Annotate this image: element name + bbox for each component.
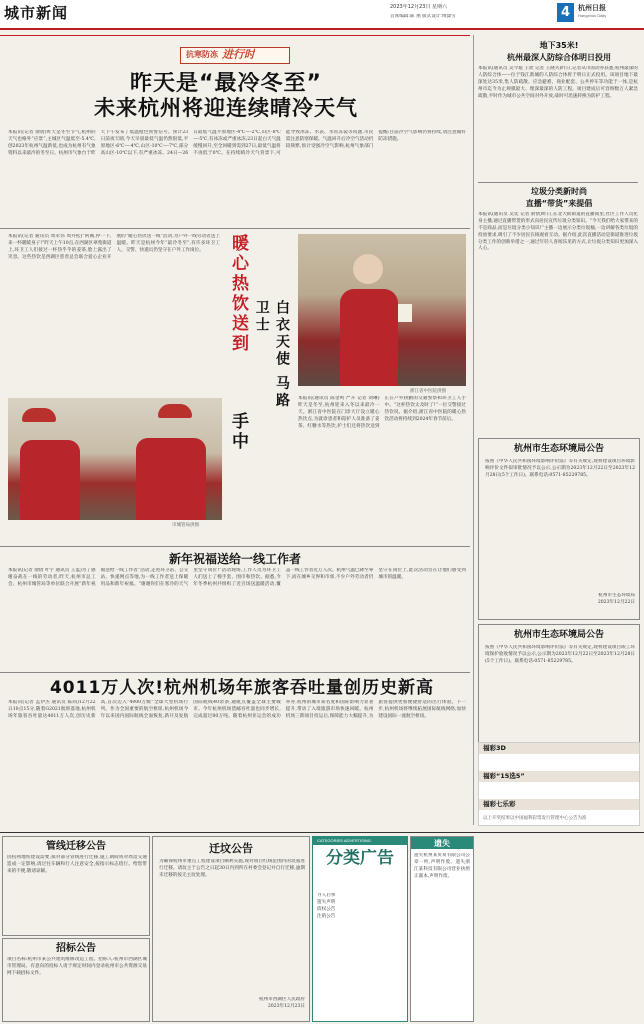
hat-icon [158, 404, 192, 418]
tender-notice [2, 938, 150, 1022]
rule [0, 228, 470, 229]
lost-body: 遗失杭州某贸易有限公司公章一枚,声明作废。遗失浙江某科技有限公司营业执照正副本,声明作废。 [414, 853, 470, 879]
workers-photo [8, 398, 222, 520]
section-title: 城市新闻 [4, 4, 69, 22]
welfare-body: 本报讯(记者 俞倩 叶宇 通讯员 王蓝)为了感谢奋战在一线的劳动者,昨天,杭州市总工会、杭州市城管局等单位联合开展“新年祝福送给一线工作者”活动,走进环卫站、公交站、快递网点等地,为一线工作者送上保暖用品和新年祝福。“谢谢你们在寒冷的天气里坚守岗位!”活动现场,工作人员为环卫工人们送上了棉手套、围巾和热饮。据悉,今年冬季杭州共组织了近百场送温暖活动,覆盖一线工作者近万人次。杭州气温已降至零下,而在城乡交界和市郊,不少户外劳动者仍坚守在岗位上,此次活动旨在让他们感受到城市的温暖。 [8, 568, 466, 587]
cup-icon [398, 304, 412, 322]
nurse-vest [340, 289, 398, 386]
classified-ads [312, 836, 408, 1022]
photo-caption-left: 市城管局供图 [172, 522, 199, 527]
warm-title-a: 暖心热饮送到 [228, 234, 248, 354]
lead-top-rule [0, 35, 470, 36]
live-headline-b: 直播“带货”来提倡 [525, 199, 593, 208]
column-divider [473, 35, 474, 825]
eco-notice-1-title: 杭州市生态环境局公告 [513, 444, 604, 454]
welfare-headline: 新年祝福送给一线工作者 [168, 552, 301, 566]
lead-body: 本报讯(记者 俞倩)昨天是冬至节气,杭州的天气也格外“应景”,主城区气温低至-5.4℃,创2023年杭州气温新低,也成为杭州有气象资料以来最冷的冬至日。杭州市气象台于昨天下午发布了低温橙色预警信号。预计23日前夜天晴,今天早晨最低气温仍然很低,平原地区-6℃—-4℃,山区-10℃—-7℃,部分高山区-10℃以下,有严重冰冻。24日—26日最低气温平原地区-4℃—-2℃,山区-8℃—-5℃,有冰冻或严重冰冻;23日起白天气温缓慢回升,至全回暖到需到27日,最低气温将不再低于0℃。在持续晴冷天气背景下,可能导致冰冻、水表、水管冻裂等问题,市民需注意防寒保暖。气温回升后冷空气活动仍较频繁,预计受强冷空气影响,杭州气象部门提醒:目前冷空气影响仍将持续,请注意做好防冻措施。 [8, 130, 466, 156]
worker-right [136, 438, 206, 520]
ads-item: 寻人启事 [317, 893, 336, 898]
grave-notice [152, 836, 310, 1022]
topic-tag-b: 进行时 [222, 48, 255, 61]
ads-title: 分类广告 [326, 849, 394, 868]
metro-body: 本报讯(通讯员 吴今迪 王欣 记者 王晓夫)昨日,记者从市国动办获悉,杭州最深的人防综合体——位于钱江新城的人防综合体将于明日正式投用。该项目地下最深处达35米,集人防疏散、应急避难、商业配套、公共停车等功能于一体,是杭州市迄今为止规模最大、埋深最深的人防工程。项目建成后可容纳数万人紧急疏散,平时作为城市公共空间对外开放,战时可迅速转换为防护工程。 [478, 66, 638, 99]
lead-headline-1: 昨天是“最冷冬至” [130, 72, 322, 96]
photo-caption-right: 浙江省中医院供图 [410, 388, 446, 393]
eco-notice-2-title: 杭州市生态环境局公告 [513, 630, 604, 640]
metro-headline-a: 地下35米! [539, 41, 579, 50]
tender-notice-body: 项目名称:杭州市某公共建筑维修改造工程。招标人:杭州市西湖区城市管理局。有意向的投标人请于规定时间内登录杭州市公共资源交易网下载招标文件。 [7, 957, 147, 976]
pipeline-notice-body: 因杭州地铁建设需要,拟对部分管线进行迁移,施工期间将对周边交通造成一定影响,请过往车辆和行人注意安全,按指示标志绕行。给您带来的不便,敬请谅解。 [7, 855, 147, 874]
lottery-note: 以上开奖结果以中国福利彩票发行管理中心公告为准 [483, 815, 587, 820]
bottom-rule [0, 832, 644, 833]
airport-body: 本报讯(记者 孟伊杰 通讯员 陈尚)12月22日10点15分,随着G2021航班落地,杭州机场年旅客吞吐量达4011万人次,创历史新高,首次迈入“4000万级”全球大型机场行列。作为全国重要的航空枢纽,杭州机场今年以来国内国际航线全面恢复,新开及复航国际航线40余条,通航点覆盖全球主要城市。今年杭州机场货邮吞吐量也同步增长,完成超过80万吨。随着杭州亚运会的成功举办,杭州的城市知名度和国际影响力显著提升,带动了入境旅游市场快速回暖。杭州机场三期项目投运后,保障能力大幅提升,为旅客提供更加便捷舒适的出行体验。下一步,杭州机场将继续拓展国际航线网络,加快建设国际一流航空枢纽。 [8, 700, 466, 719]
eco-notice-1-body: 按照《中华人民共和国环境影响评价法》等有关规定,现将建设项目环境影响评价文件拟审批情况予以公示,公示期为2023年12月22日至2023年12月28日(5个工作日)。联系电话:0571-85229785。 [485, 459, 635, 478]
lost-title: 遗失 [434, 839, 450, 848]
lottery-7le-title: 福彩七乐彩 [483, 800, 516, 808]
ads-en: CATEGORIES ADVERTISING [317, 838, 371, 843]
tender-notice-title: 招标公告 [56, 943, 96, 954]
rule [478, 182, 638, 183]
eco-notice-1 [478, 438, 640, 620]
grave-notice-body: 为确保杭州市重点工程建设项目顺利实施,现对项目红线范围内的坟墓进行迁移。请坟主于公告之日起30日内到所在村委会登记并自行迁移,逾期未迁移的按无主坟处理。 [159, 859, 305, 878]
eco-notice-2-body: 按照《中华人民共和国环境影响评价法》等有关规定,现将建设项目竣工环境保护验收情况予以公示,公示期为2023年12月22日至2023年12月28日(5个工作日)。联系电话:0571-85229785。 [485, 645, 635, 664]
ads-item: 注销公告 [317, 913, 336, 919]
warm-body-left: 本报讯(记者 通讯员 周永伟 周丹松)“阿姨,停一下,来一杯暖暖身子!”昨天上午10点,在西湖区翠苑街道上,环卫工人们接过一杯热乎乎的姜茶,脸上露出了笑容。这些热饮是西湖区慈善总会联合爱心企业开展的“暖心热饮送一线”活动,为户外一线劳动者送上温暖。昨天是杭州今年“最冷冬至”,有许多环卫工人、交警、快递员仍坚守在户外工作岗位。 [8, 234, 220, 260]
ads-item: 遗失声明 [317, 899, 336, 905]
page-number: 4 [557, 3, 574, 22]
pipeline-notice-title: 管线迁移公告 [46, 841, 106, 852]
warm-body-right: 本报讯(通讯员 陈金鸣 严卉 记者 刘琳)昨天是冬至,杭州迎来入冬以来最冷一天。浙江省中医院在门诊大厅设立暖心热饮点,为就诊患者和陪护人员准备了姜茶、红糖水等热饮,护士们还将热饮送到正在户外执勤的交通警察和环卫工人手中。“这杯热饮太及时了!”一位交警接过热饮说。据介绍,浙江省中医院的暖心热饮活动将持续到2024年春节前后。 [298, 396, 466, 429]
pipeline-notice [2, 836, 150, 936]
eco-notice-1-sign: 杭州市生态环境局 2023年12月22日 [597, 593, 635, 605]
warm-title-c: 手中 [228, 412, 248, 452]
grave-notice-sign: 杭州市西湖区人民政府 2023年12月23日 [259, 997, 305, 1009]
lottery-3d-title: 福彩3D [483, 744, 506, 752]
lost-notices [410, 836, 474, 1022]
ads-list [317, 893, 403, 921]
paper-logo: 杭州日报 [578, 3, 606, 12]
editor-credits: 首席编辑:陈 翔 版式设计:傅潇雪 [390, 14, 456, 19]
hat-icon [22, 408, 56, 422]
live-headline-a: 垃圾分类新时尚 [531, 187, 587, 196]
lottery-box [478, 742, 640, 826]
metro-headline-b: 杭州最深人防综合体明日投用 [507, 53, 611, 62]
hospital-photo [298, 234, 466, 386]
worker-left [20, 440, 80, 520]
paper-logo-en: Hangzhou Daily [578, 13, 607, 18]
masthead [0, 0, 644, 30]
topic-tag-a: 抗寒防冻 [186, 50, 218, 59]
live-body: 本报讯(通讯员 吴奕 记者 俞倩)昨日,在北大街街道的直播间里,社区工作人员化身主播,通过直播带货的形式向居民宣传垃圾分类知识。“今天我们给大家带来的不是商品,而是垃圾分类小知识!”主播一边展示分类垃圾桶,一边讲解各类垃圾的投放要求,吸引了不少居民在线观看互动。据介绍,此次直播活动是街道推进垃圾分类工作的创新举措之一,通过年轻人喜闻乐见的方式,让垃圾分类知识更加深入人心。 [478, 212, 638, 252]
ads-item: 债权公告 [317, 906, 336, 912]
rule [0, 546, 470, 547]
lead-headline-2: 未来杭州将迎连续晴冷天气 [94, 96, 358, 120]
nurse-head [353, 254, 383, 284]
lottery-15x5-title: 福彩“15选5” [483, 772, 525, 780]
warm-title-b: 白衣天使 马路卫士 [253, 300, 290, 410]
grave-notice-title: 迁坟公告 [209, 842, 253, 855]
issue-date: 2023年12月23日 星期六 [390, 4, 448, 10]
airport-headline: 4011万人次!杭州机场年旅客吞吐量创历史新高 [49, 678, 435, 698]
rule [0, 672, 470, 673]
